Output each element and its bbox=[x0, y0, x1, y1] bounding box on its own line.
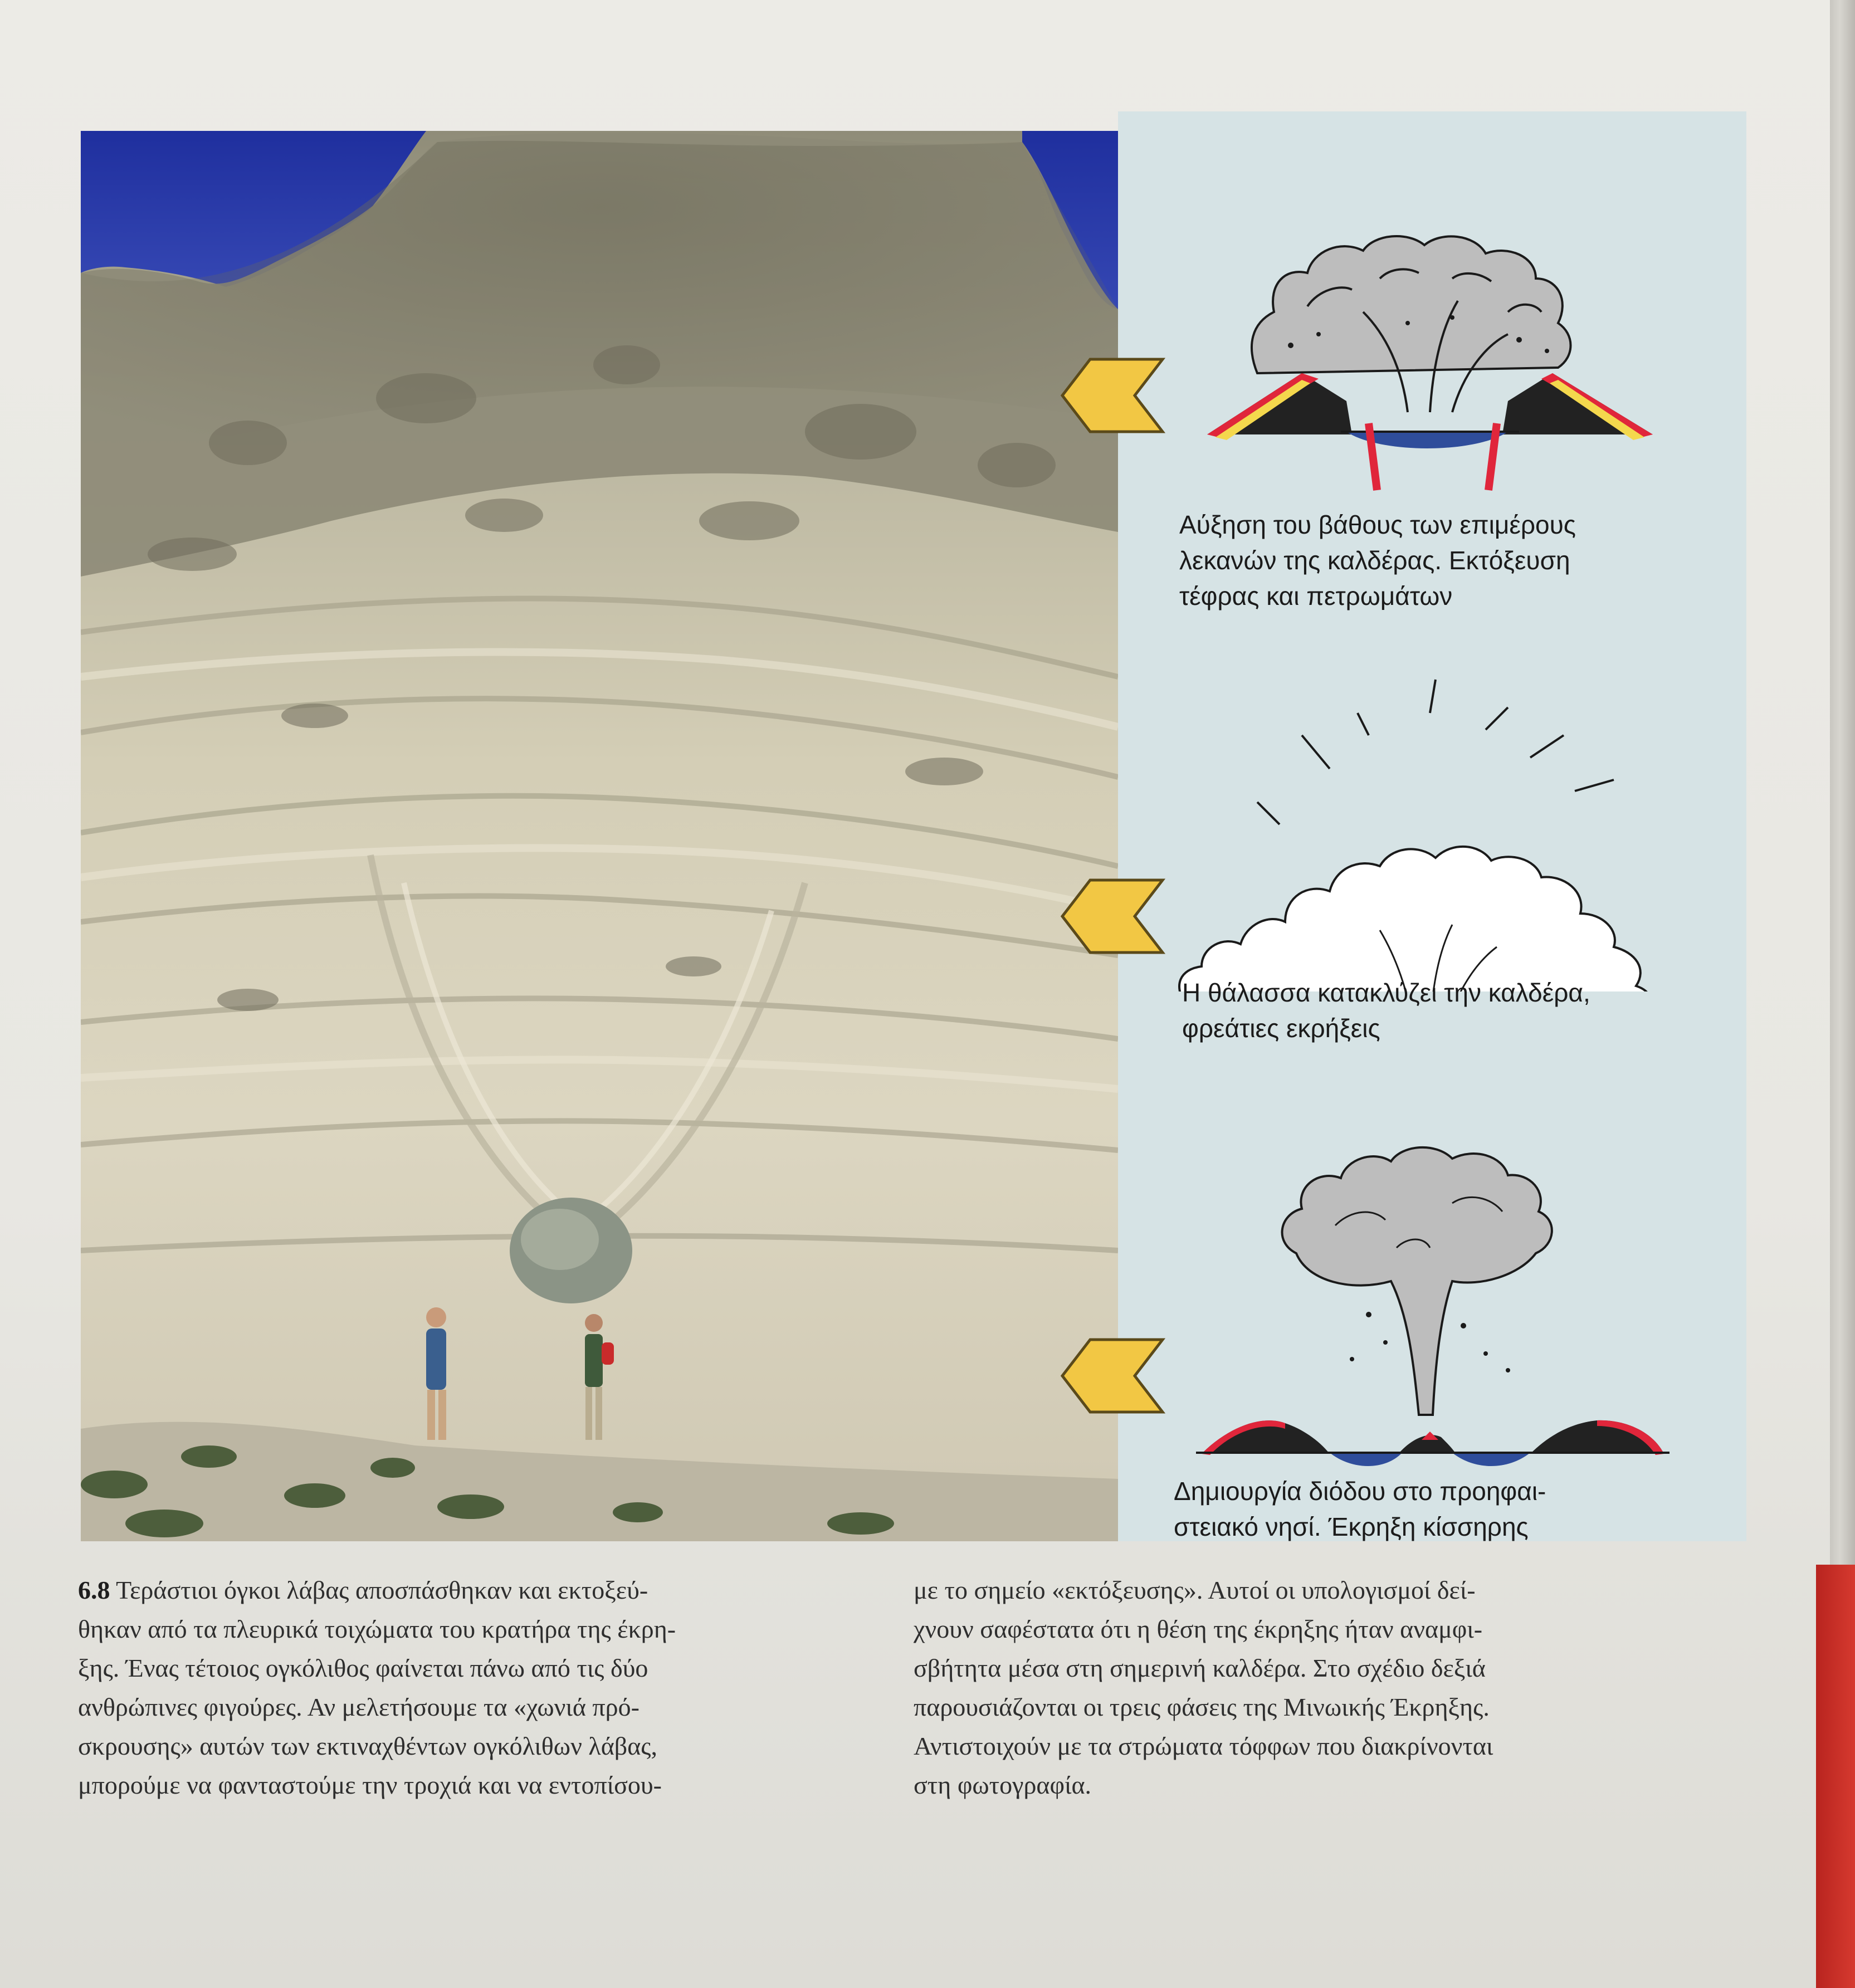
caption-line: φρεάτιες εκρήξεις bbox=[1182, 1014, 1380, 1043]
figure-number: 6.8 bbox=[78, 1576, 110, 1604]
cliff-photograph bbox=[81, 131, 1118, 1541]
caption-line: με το σημείο «εκτόξευσης». Αυτοί οι υπολογισμοί δεί- bbox=[914, 1576, 1476, 1604]
caption-line: ξης. Ένας τέτοιος ογκόλιθος φαίνεται πάνω από τις δύο bbox=[78, 1654, 648, 1682]
caption-line bbox=[78, 1571, 676, 1610]
caption-line: τέφρας και πετρωμάτων bbox=[1179, 582, 1453, 610]
caption-line: Αύξηση του βάθους των επιμέρους bbox=[1179, 510, 1576, 539]
stage-vent-illustration bbox=[1118, 1081, 1746, 1471]
caption-line: στη φωτογραφία. bbox=[914, 1771, 1092, 1799]
caption-column-right bbox=[914, 1571, 1493, 1805]
caption-line: χνουν σαφέστατα ότι η θέση της έκρηξης ήταν αναμφι- bbox=[914, 1615, 1483, 1643]
caption-line: σβήτητα μέσα στη σημερινή καλδέρα. Στο σχέδιο δεξιά bbox=[914, 1654, 1486, 1682]
caption-line: στειακό νησί. Έκρηξη κίσσηρης bbox=[1174, 1512, 1529, 1541]
caption-line: Δημιουργία διόδου στο προηφαι- bbox=[1174, 1477, 1546, 1506]
stage-flooding-caption bbox=[1182, 975, 1590, 1046]
eruption-phases-diagram bbox=[1118, 111, 1746, 1541]
stage-flooding bbox=[1118, 602, 1746, 1081]
book-cover-edge bbox=[1816, 1565, 1855, 1988]
caption-line: λεκανών της καλδέρας. Εκτόξευση bbox=[1179, 546, 1570, 575]
caption-line: θηκαν από τα πλευρικά τοιχώματα του κρατήρα της έκρη- bbox=[78, 1615, 676, 1643]
caption-line: σκρουσης» αυτών των εκτιναχθέντων ογκόλιθων λάβας, bbox=[78, 1732, 658, 1760]
caption-line: παρουσιάζονται οι τρεις φάσεις της Μινωικής Έκρηξης. bbox=[914, 1693, 1490, 1721]
stage-vent-caption bbox=[1174, 1473, 1546, 1545]
caption-text: Τεράστιοι όγκοι λάβας αποσπάσθηκαν και εκτοξεύ- bbox=[116, 1576, 648, 1604]
stage-vent bbox=[1118, 1081, 1746, 1541]
caption-line: Αντιστοιχούν με τα στρώματα τόφφων που διακρίνονται bbox=[914, 1732, 1493, 1760]
stage-deepening-caption bbox=[1179, 507, 1576, 614]
caption-column-left bbox=[78, 1571, 676, 1805]
stage-flooding-illustration bbox=[1118, 602, 1746, 991]
caption-line: ανθρώπινες φιγούρες. Αν μελετήσουμε τα «χωνιά πρό- bbox=[78, 1693, 640, 1721]
caption-line: μπορούμε να φανταστούμε την τροχιά και να εντοπίσου- bbox=[78, 1771, 662, 1799]
stage-deepening-illustration bbox=[1118, 111, 1746, 501]
stage-deepening bbox=[1118, 111, 1746, 610]
caption-line: Η θάλασσα κατακλύζει την καλδέρα, bbox=[1182, 978, 1590, 1007]
